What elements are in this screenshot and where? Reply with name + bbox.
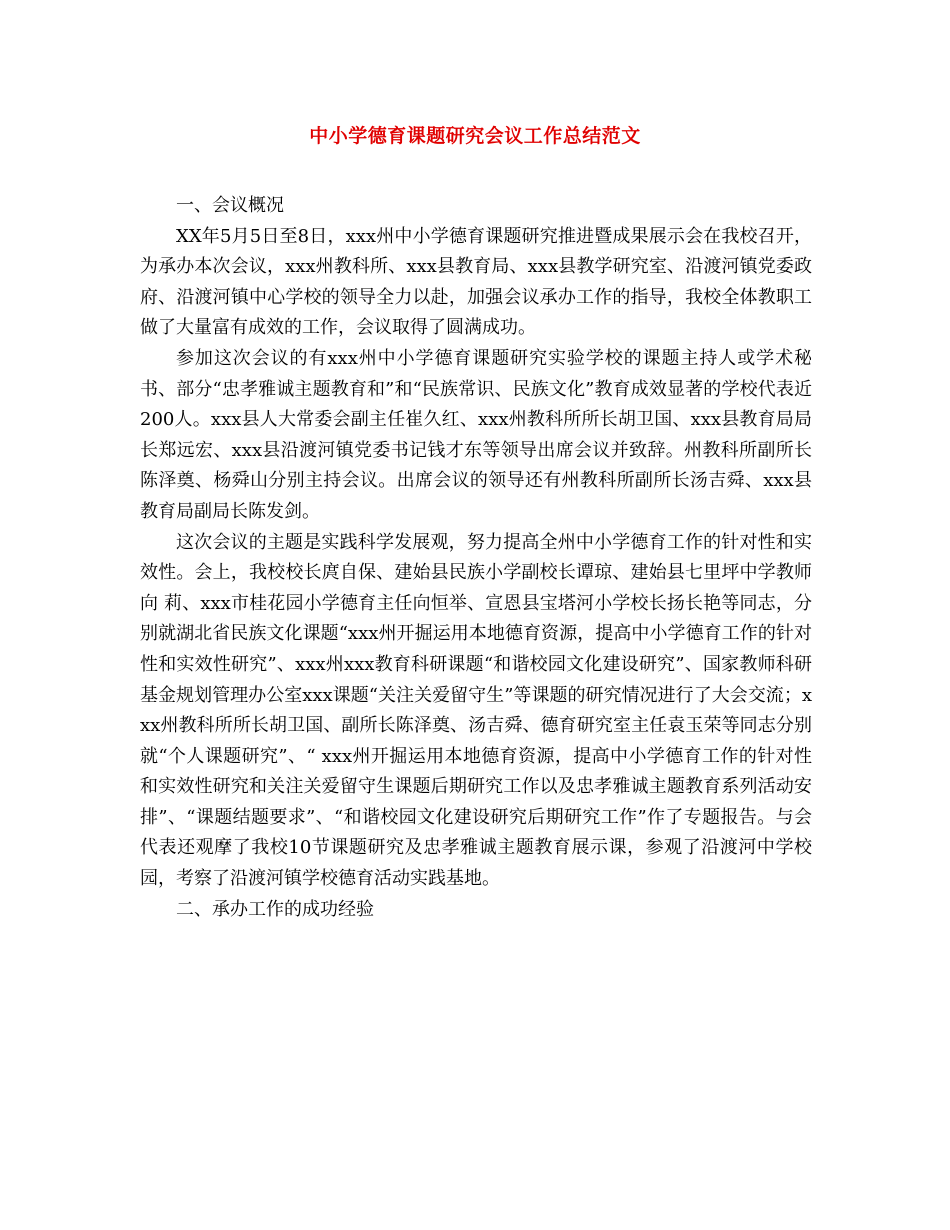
document-title: 中小学德育课题研究会议工作总结范文 bbox=[309, 125, 641, 147]
section-heading-overview: 一、会议概况 bbox=[176, 195, 284, 216]
paragraph-meeting-theme: 这次会议的主题是实践科学发展观，努力提高全州中小学德育工作的针对性和实效性。会上，我校校长庹自保、建始县民族小学副校长谭琼、建始县七里坪中学教师向 莉、xxx市桂花园小学德育主任向恒举、宣恩县宝塔河小学校长扬长艳等同志，分别就湖北省民族文化课题“xxx州开掘运用本地德育资源，提高中小学德育工作的针对性和实效性研究”、xxx州xxx教育科研课题“和谐校园文化建设研究”、国家教师科研基金规划管理办公室xxx课题“关注关爱留守生”等课题的研究情况进行了大会交流；xxx州教科所所长胡卫国、副所长陈泽奠、汤吉舜、德育研究室主任袁玉荣等同志分别就“个人课题研究”、“ xxx州开掘运用本地德育资源，提高中小学德育工作的针对性和实效性研究和关注关爱留守生课题后期研究工作以及忠孝雅诚主题教育系列活动安排”、“课题结题要求”、“和谐校园文化建设研究后期研究工作”作了专题报告。与会代表还观摩了我校10节课题研究及忠孝雅诚主题教育展示课，参观了沿渡河中学校园，考察了沿渡河镇学校德育活动实践基地。 bbox=[140, 531, 812, 890]
document-body bbox=[140, 191, 812, 925]
paragraph-meeting-intro: XX年5月5日至8日，xxx州中小学德育课题研究推进暨成果展示会在我校召开，为承办本次会议，xxx州教科所、xxx县教育局、xxx县教学研究室、沿渡河镇党委政府、沿渡河镇中心学校的领导全力以赴，加强会议承办工作的指导，我校全体教职工做了大量富有成效的工作，会议取得了圆满成功。 bbox=[140, 225, 812, 339]
paragraph-attendees: 参加这次会议的有xxx州中小学德育课题研究实验学校的课题主持人或学术秘书、部分“忠孝雅诚主题教育和”和“民族常识、民族文化”教育成效显著的学校代表近200人。xxx县人大常委会副主任崔久红、xxx州教科所所长胡卫国、xxx县教育局局长郑远宏、xxx县沿渡河镇党委书记钱才东等领导出席会议并致辞。州教科所副所长陈泽奠、杨舜山分别主持会议。出席会议的领导还有州教科所副所长汤吉舜、xxx县教育局副局长陈发剑。 bbox=[140, 347, 812, 522]
section-heading-experience: 二、承办工作的成功经验 bbox=[176, 898, 374, 920]
